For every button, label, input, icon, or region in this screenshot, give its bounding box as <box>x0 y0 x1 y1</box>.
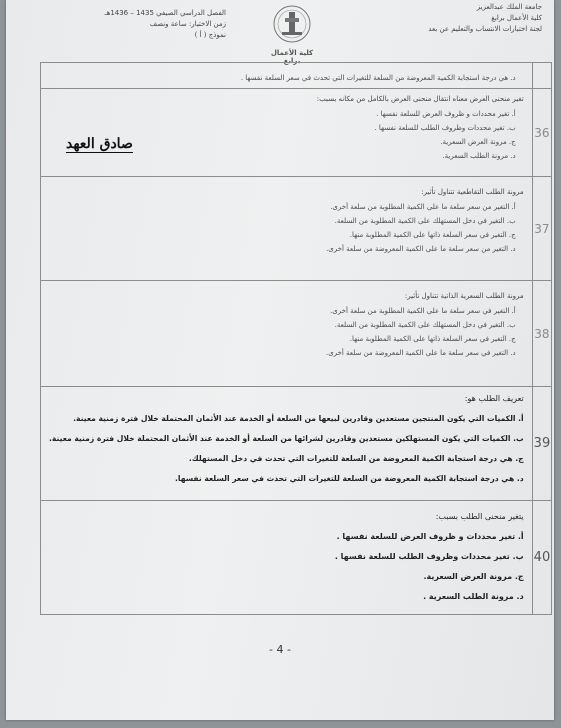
question-row <box>41 387 552 501</box>
unit-name: لجنة اختبارات الانتساب والتعليم عن بعد <box>428 25 542 33</box>
question-stem: مرونة الطلب التقاطعية تتناول تأثير: <box>421 188 524 196</box>
question-option: أ. التغير في سعر سلعة ما على الكمية المطلوبة من سلعة أخرى. <box>330 307 516 315</box>
question-row <box>41 89 552 177</box>
question-body <box>41 281 533 387</box>
question-option: د. التغير من سعر سلعة ما على الكمية المعروضة من سلعة أخرى. <box>326 245 516 253</box>
question-option: د. مرونة الطلب السعرية . <box>423 592 524 601</box>
question-number: 37 <box>532 177 552 281</box>
question-row <box>41 177 552 281</box>
question-body <box>41 177 533 281</box>
question-body <box>41 501 533 615</box>
page-header <box>6 0 554 65</box>
question-option: أ. تغير محددات و ظروف العرض للسلعة نفسها . <box>376 110 516 118</box>
question-row <box>41 281 552 387</box>
question-option: ب. التغير في دخل المستهلك على الكمية المطلوبة من السلعة. <box>334 321 516 329</box>
institution-block <box>372 2 542 35</box>
question-stem: يتغير منحنى الطلب بسبب: <box>435 512 524 521</box>
question-body <box>41 63 533 89</box>
question-option: ج. مرونة العرض السعرية. <box>423 572 524 581</box>
exam-time: زمن الاختبار: ساعة ونصف <box>149 20 226 28</box>
semester-label: الفصل الدراسي الصيفي 1435 – 1436هـ <box>104 9 226 17</box>
question-option: ب. التغير في دخل المستهلك على الكمية المطلوبة من السلعة. <box>334 217 516 225</box>
question-row <box>41 501 552 615</box>
exam-info-block <box>46 8 226 41</box>
faculty-name: كلية الأعمال برابغ <box>491 14 542 22</box>
question-row <box>41 63 552 89</box>
question-option: أ. الكميات التي يكون المنتجين مستعدين وقادرين لبيعها من السلعة أو الخدمة عند الأثمان المحتملة خلال فترة زمنية معينة. <box>73 414 524 423</box>
question-option: ج. التغير في سعر السلعة ذاتها على الكمية المطلوبة منها. <box>349 335 516 343</box>
question-body <box>41 89 533 177</box>
exam-page <box>6 0 554 720</box>
question-stem: مرونة الطلب السعرية الذاتية تتناول تأثير: <box>404 292 524 300</box>
logo-emblem-icon <box>270 4 314 44</box>
question-option: ب. الكميات التي يكون المستهلكين مستعدين وقادرين لشرائها من السلعة أو الخدمة عند الأثمان المحتملة خلال فترة زمنية معينة. <box>49 434 524 443</box>
question-option: د. التغير في سعر سلعة ما على الكمية المعروضة من سلعة أخرى. <box>325 349 516 357</box>
question-option: د. هي درجة استجابة الكمية المعروضة من السلعة للتغيرات التي تحدث في سعر السلعة نفسها . <box>240 74 516 82</box>
question-option: ج. التغير في سعر السلعة ذاتها على الكمية المطلوبة منها. <box>349 231 516 239</box>
question-option: د. هي درجة استجابة الكمية المعروضة من السلعة للتغيرات التي تحدث في سعر السلعة نفسها. <box>174 474 524 483</box>
question-number: 40 <box>532 501 552 615</box>
faculty-logo <box>262 4 322 65</box>
question-option: ب. تغير محددات وظروف الطلب للسلعة نفسها . <box>374 124 516 132</box>
question-option: ب. تغير محددات وظروف الطلب للسلعة نفسها . <box>334 552 524 561</box>
question-option: ج. هي درجة استجابة الكمية المعروضة من السلعة للتغيرات التي تحدث في دخل المستهلك. <box>188 454 524 463</box>
logo-caption: كلية الأعمال برابغ <box>270 49 314 65</box>
question-number: 36 <box>532 89 552 177</box>
question-option: أ. تغير محددات و ظروف العرض للسلعة نفسها . <box>336 532 524 541</box>
question-stem: تغير منحنى العرض معناه انتقال منحنى العرض بالكامل من مكانه بسبب: <box>316 95 524 103</box>
question-option: د. مرونة الطلب السعرية. <box>442 152 516 160</box>
question-option: أ. التغير من سعر سلعة ما على الكمية المطلوبة من سلعة أخرى. <box>330 203 516 211</box>
watermark-stamp: صادق العهد <box>66 136 133 152</box>
question-number <box>532 63 552 89</box>
question-number: 38 <box>532 281 552 387</box>
question-number: 39 <box>532 387 552 501</box>
exam-model: نموذج ( أ ) <box>194 31 226 39</box>
university-name: جامعة الملك عبدالعزيز <box>476 3 542 11</box>
question-stem: تعريف الطلب هو: <box>464 394 524 403</box>
page-number: - 4 - <box>269 643 291 656</box>
question-body <box>41 387 533 501</box>
question-option: ج. مرونة العرض السعرية. <box>440 138 516 146</box>
